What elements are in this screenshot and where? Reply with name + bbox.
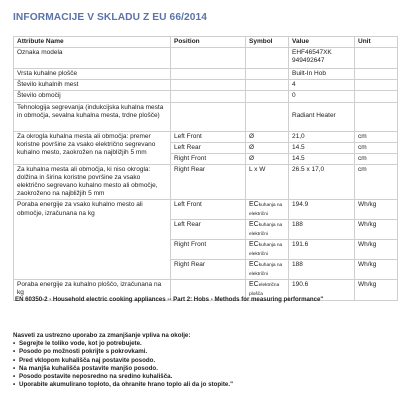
value-cell: 194.9 xyxy=(289,200,355,220)
unit-cell: Wh/kg xyxy=(355,200,398,220)
table-row xyxy=(14,131,398,142)
unit-cell: Wh/kg xyxy=(355,279,398,300)
page-title: INFORMACIJE V SKLADU Z EU 66/2014 xyxy=(13,12,208,23)
table-row xyxy=(14,200,398,220)
table-row xyxy=(14,164,398,200)
bullet-icon: • xyxy=(13,372,16,380)
position-cell: Right Front xyxy=(171,153,246,164)
eco-tips xyxy=(13,332,233,389)
symbol-cell: ECkuhanja na električni xyxy=(246,260,289,280)
list-item: • Segrejte le toliko vode, kot jo potrebujete. xyxy=(13,340,142,348)
symbol-cell: ECkuhanja na električni xyxy=(246,200,289,220)
unit-cell: cm xyxy=(355,131,398,142)
attr-energy: Poraba energije za vsako kuhalno mesto ali območje, izračunana na kg xyxy=(14,200,171,280)
header-attribute: Attribute Name xyxy=(14,37,171,48)
attr-areas: Število območij xyxy=(14,91,171,102)
value-zones: 4 xyxy=(289,80,355,91)
value-model: EHF46547XK 949492647 xyxy=(289,48,355,69)
attr-circular: Za okrogla kuhalna mesta ali območja: premer koristne površine za vsako električno segrevano kuhalno mesto, zaokrožen na najbližjih 5 mm xyxy=(14,131,171,164)
value-cell: 14.5 xyxy=(289,153,355,164)
bullet-icon: • xyxy=(13,340,16,348)
bullet-icon: • xyxy=(13,381,16,389)
position-cell: Left Rear xyxy=(171,220,246,240)
header-value: Value xyxy=(289,37,355,48)
position-cell: Right Front xyxy=(171,240,246,260)
table-row xyxy=(14,48,398,69)
symbol-cell: ECkuhanja na električni xyxy=(246,240,289,260)
tips-heading: Nasveti za ustrezno uporabo za zmanjšanje vpliva na okolje: xyxy=(13,332,191,339)
position-cell: Left Rear xyxy=(171,142,246,153)
symbol-cell: Ø xyxy=(246,153,289,164)
list-item: • Posodo postavite neposredno na sredino kuhališča. xyxy=(13,372,173,380)
table-row xyxy=(14,91,398,102)
value-cell: 21,0 xyxy=(289,131,355,142)
unit-cell: cm xyxy=(355,142,398,153)
symbol-cell: Ø xyxy=(246,131,289,142)
table-row xyxy=(14,69,398,80)
attr-type: Vrsta kuhalne plošče xyxy=(14,69,171,80)
table-row xyxy=(14,102,398,131)
value-cell: 188 xyxy=(289,220,355,240)
unit-cell: cm xyxy=(355,153,398,164)
unit-cell: Wh/kg xyxy=(355,260,398,280)
position-cell: Left Front xyxy=(171,131,246,142)
spec-table xyxy=(13,36,398,301)
attr-model: Oznaka modela xyxy=(14,48,171,69)
attr-total: Poraba energije za kuhalno ploščo, izračunana na kg xyxy=(14,279,171,300)
value-cell: 14.5 xyxy=(289,142,355,153)
attr-tech: Tehnologija segrevanja (indukcijska kuhalna mesta in območja, sevalna kuhalna mesta, trdne plošče) xyxy=(14,102,171,131)
value-cell: 188 xyxy=(289,260,355,280)
list-item: • Pred vklopom kuhališča naj postavite posodo. xyxy=(13,356,156,364)
value-tech: Radiant Heater xyxy=(289,102,355,131)
header-unit: Unit xyxy=(355,37,398,48)
list-item: • Uporabite akumulirano toploto, da ohranite hrano toplo ali da jo stopite." xyxy=(13,381,234,389)
table-row xyxy=(14,80,398,91)
symbol-cell: L x W xyxy=(246,164,289,200)
table-header-row xyxy=(14,37,398,48)
position-cell: Right Rear xyxy=(171,164,246,200)
value-cell: 190.6 xyxy=(289,279,355,300)
position-cell: Left Front xyxy=(171,200,246,220)
symbol-cell: ECkuhanja na električni xyxy=(246,220,289,240)
value-cell: 26.5 x 17,0 xyxy=(289,164,355,200)
attr-noncircular: Za kuhalna mesta ali območja, ki niso okrogla: dolžina in širina koristne površine za vsako električno segrevano kuhalno mesto ali območje, zaokroženo na najbližjih 5 mm xyxy=(14,164,171,200)
unit-cell: Wh/kg xyxy=(355,240,398,260)
attr-zones: Število kuhalnih mest xyxy=(14,80,171,91)
list-item: • Posodo po možnosti pokrijte s pokrovkami. xyxy=(13,348,148,356)
bullet-icon: • xyxy=(13,356,16,364)
header-position: Position xyxy=(171,37,246,48)
bullet-icon: • xyxy=(13,348,16,356)
unit-cell: Wh/kg xyxy=(355,220,398,240)
standard-reference: EN 60350-2 - Household electric cooking appliances -- Part 2: Hobs - Methods for measuring performance" xyxy=(15,296,324,303)
bullet-icon: • xyxy=(13,364,16,372)
position-cell: Right Rear xyxy=(171,260,246,280)
header-symbol: Symbol xyxy=(246,37,289,48)
symbol-cell: ECelektrična plošča xyxy=(246,279,289,300)
unit-cell: cm xyxy=(355,164,398,200)
list-item: • Na manjša kuhališča postavite manjšo posodo. xyxy=(13,364,158,372)
symbol-cell: Ø xyxy=(246,142,289,153)
value-type: Built-In Hob xyxy=(289,69,355,80)
value-cell: 191.6 xyxy=(289,240,355,260)
value-areas: 0 xyxy=(289,91,355,102)
